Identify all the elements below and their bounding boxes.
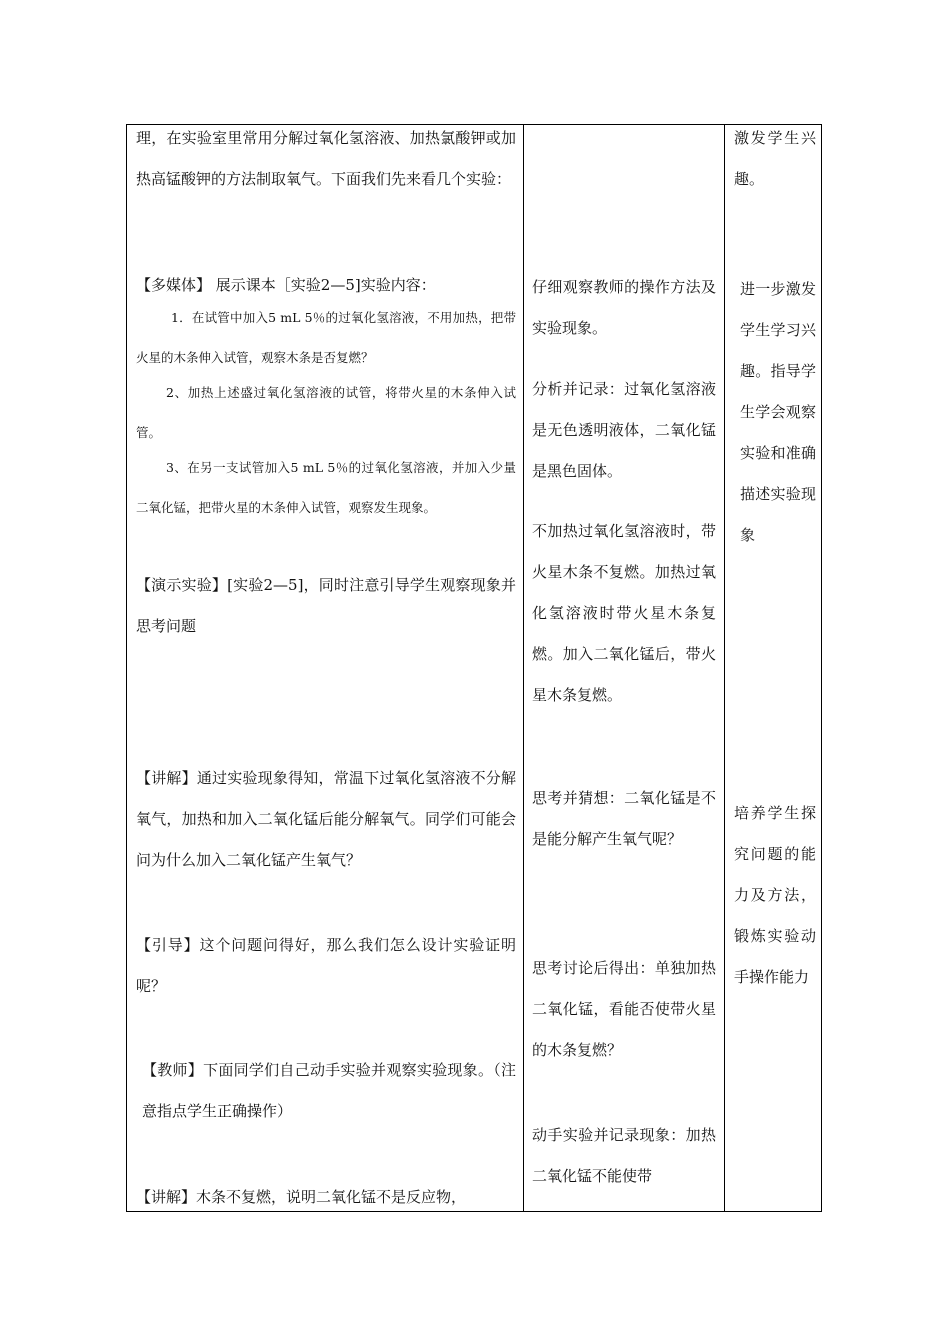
intent-interest: 激发学生兴趣。 bbox=[734, 129, 816, 188]
column-divider bbox=[523, 125, 524, 1211]
teacher-activity-column bbox=[136, 125, 516, 1211]
observe-paragraph: 仔细观察教师的操作方法及实验现象。 bbox=[532, 278, 716, 337]
intent-observation: 进一步激发学生学习兴趣。指导学生学会观察实验和准确描述实验现象 bbox=[740, 280, 816, 544]
phenomenon-paragraph: 不加热过氧化氢溶液时，带火星木条不复燃。加热过氧化氢溶液时带火星木条复燃。加入二氧化锰后，带火星木条复燃。 bbox=[532, 522, 716, 704]
intent-inquiry: 培养学生探究问题的能力及方法，锻炼实验动手操作能力 bbox=[734, 804, 816, 986]
column-divider bbox=[724, 125, 725, 1211]
teacher-paragraph: 【教师】下面同学们自己动手实验并观察实验现象。（注意指点学生正确操作） bbox=[142, 1061, 516, 1120]
hypothesis-paragraph: 思考并猜想：二氧化锰是不是能分解产生氧气呢？ bbox=[532, 789, 716, 848]
guidance-paragraph: 【引导】这个问题问得好，那么我们怎么设计实验证明呢？ bbox=[136, 936, 516, 995]
experiment-step-3: 3、在另一支试管加入5 mL 5％的过氧化氢溶液，并加入少量二氧化锰，把带火星的木条伸入试管，观察发生现象。 bbox=[136, 460, 516, 515]
discussion-paragraph: 思考讨论后得出：单独加热二氧化锰，看能否使带火星的木条复燃？ bbox=[532, 959, 716, 1059]
demo-experiment-paragraph: 【演示实验】[实验2—5]，同时注意引导学生观察现象并思考问题 bbox=[136, 576, 516, 635]
design-intent-column bbox=[734, 125, 816, 1211]
student-activity-column bbox=[532, 125, 716, 1211]
lesson-plan-table bbox=[126, 124, 822, 1212]
explanation-paragraph: 【讲解】通过实验现象得知，常温下过氧化氢溶液不分解氧气，加热和加入二氧化锰后能分解氧气。同学们可能会问为什么加入二氧化锰产生氧气？ bbox=[136, 769, 516, 869]
record-paragraph: 分析并记录：过氧化氢溶液是无色透明液体，二氧化锰是黑色固体。 bbox=[532, 380, 716, 480]
multimedia-paragraph: 【多媒体】 展示课本［实验2—5]实验内容： bbox=[136, 276, 436, 294]
explanation-paragraph-2: 【讲解】木条不复燃，说明二氧化锰不是反应物， bbox=[136, 1188, 467, 1206]
intro-paragraph: 理，在实验室里常用分解过氧化氢溶液、加热氯酸钾或加热高锰酸钾的方法制取氧气。下面我们先来看几个实验： bbox=[136, 129, 516, 188]
hands-on-paragraph: 动手实验并记录现象：加热二氧化锰不能使带 bbox=[532, 1126, 716, 1185]
experiment-step-1: 1．在试管中加入5 mL 5％的过氧化氢溶液，不用加热，把带火星的木条伸入试管，观察木条是否复燃？ bbox=[136, 310, 516, 365]
experiment-step-2: 2、加热上述盛过氧化氢溶液的试管，将带火星的木条伸入试管。 bbox=[136, 385, 516, 440]
